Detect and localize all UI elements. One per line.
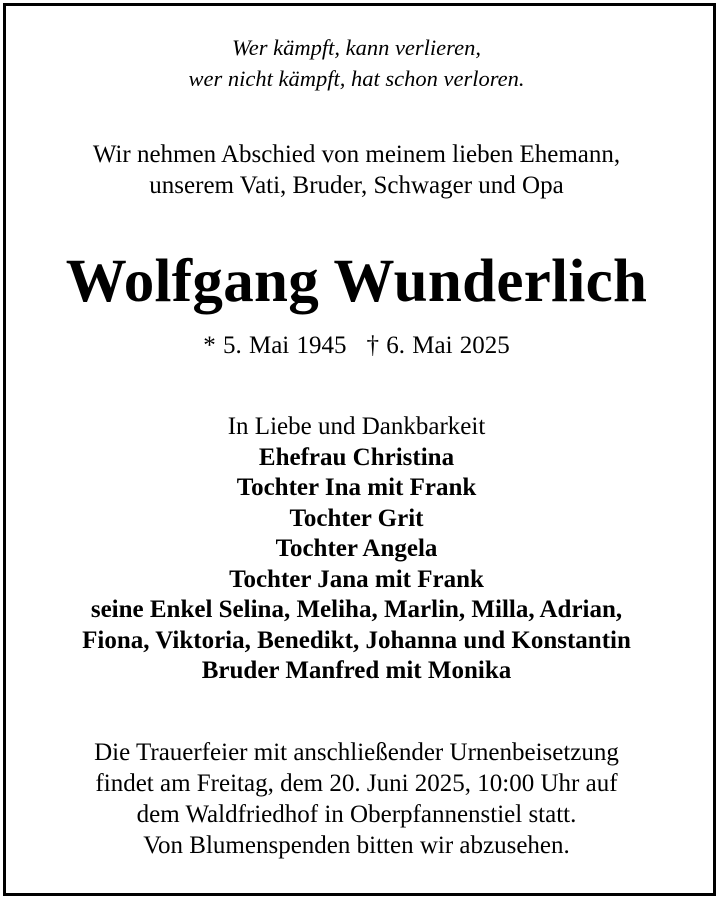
farewell-intro bbox=[0, 139, 713, 201]
ceremony-line: Die Trauerfeier mit anschließender Urnenbeisetzung bbox=[94, 739, 619, 766]
mourner-line: Tochter Jana mit Frank bbox=[229, 565, 484, 593]
ceremony-line: dem Waldfriedhof in Oberpfannenstiel statt. bbox=[136, 801, 577, 828]
birth-date: * 5. Mai 1945 bbox=[203, 332, 347, 359]
ceremony-line: Von Blumenspenden bitten wir abzusehen. bbox=[143, 832, 570, 859]
ceremony-line: findet am Freitag, dem 20. Juni 2025, 10:00 Uhr auf bbox=[95, 770, 618, 797]
mourner-line: seine Enkel Selina, Meliha, Marlin, Milla, Adrian, bbox=[90, 596, 623, 623]
life-dates bbox=[0, 330, 713, 361]
mourners-heading: In Liebe und Dankbarkeit bbox=[227, 413, 486, 440]
motto-line: wer nicht kämpft, hat schon verloren. bbox=[188, 66, 525, 91]
ceremony-details bbox=[0, 737, 713, 861]
mourner-line: Tochter Grit bbox=[289, 504, 424, 532]
death-date: † 6. Mai 2025 bbox=[366, 332, 510, 359]
motto-quote bbox=[0, 32, 713, 94]
mourners-list bbox=[0, 412, 713, 687]
intro-line: unserem Vati, Bruder, Schwager und Opa bbox=[149, 172, 564, 199]
mourner-line: Fiona, Viktoria, Benedikt, Johanna und Konstantin bbox=[82, 626, 631, 654]
intro-line: Wir nehmen Abschied von meinem lieben Ehemann, bbox=[92, 141, 621, 168]
mourner-line: Tochter Ina mit Frank bbox=[236, 474, 477, 501]
deceased-name: Wolfgang Wunderlich bbox=[65, 248, 648, 315]
mourner-line: Bruder Manfred mit Monika bbox=[201, 657, 512, 684]
mourner-line: Tochter Angela bbox=[275, 535, 438, 562]
motto-line: Wer kämpft, kann verlieren, bbox=[232, 35, 481, 60]
mourner-line: Ehefrau Christina bbox=[258, 443, 455, 471]
